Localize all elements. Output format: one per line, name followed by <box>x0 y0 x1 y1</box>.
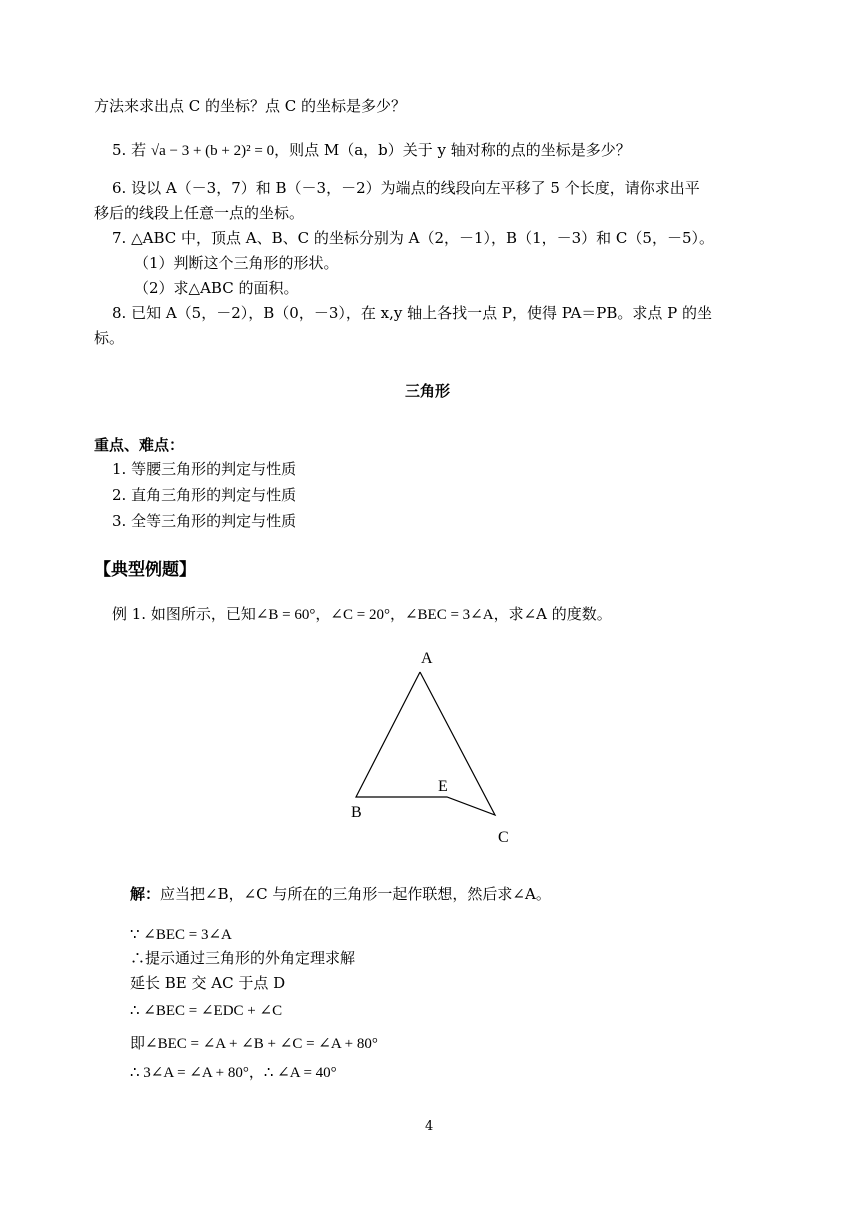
given-angle-bec: ∠BEC = 3∠A <box>404 607 494 623</box>
given-angle-c: ∠C = 20° <box>330 607 390 623</box>
given-angle-b: ∠B = 60° <box>255 607 316 623</box>
problem-8-line2: 标。 <box>94 329 125 347</box>
separator: ， <box>389 605 405 623</box>
problem-6-line2: 移后的线段上任意一点的坐标。 <box>94 204 305 222</box>
triangle-outline <box>356 672 495 815</box>
problem-5-equation: √a − 3 + (b + 2)² = 0 <box>150 143 275 159</box>
vertex-label-c: C <box>498 829 509 846</box>
vertex-label-b: B <box>351 804 362 821</box>
section-title: 三角形 <box>405 382 451 400</box>
example-1-statement <box>112 604 612 625</box>
solution-intro <box>130 884 551 904</box>
examples-heading: 【典型例题】 <box>94 560 196 580</box>
vertex-label-e: E <box>438 778 448 795</box>
example-1-intro: 例 1. 如图所示，已知 <box>112 605 256 623</box>
problem-5-question: ，则点 M（a，b）关于 y 轴对称的点的坐标是多少？ <box>274 141 631 159</box>
problem-8-line1: 8. 已知 A（5，－2），B（0，－3），在 x,y 轴上各找一点 P，使得 PA＝PB。求点 P 的坐 <box>112 304 713 322</box>
problem-5 <box>112 140 631 161</box>
problem-5-number: 5. 若 <box>112 141 147 159</box>
key-point-item: 2. 直角三角形的判定与性质 <box>112 486 297 504</box>
separator: ， <box>315 605 331 623</box>
solution-step: ∴提示通过三角形的外角定理求解 <box>130 949 356 967</box>
solution-step: 即∠BEC = ∠A + ∠B + ∠C = ∠A + 80° <box>130 1036 378 1052</box>
example-1-question: ，求∠A 的度数。 <box>493 605 612 623</box>
solution-step: ∴ 3∠A = ∠A + 80°，∴ ∠A = 40° <box>130 1065 337 1081</box>
key-point-item: 3. 全等三角形的判定与性质 <box>112 512 297 530</box>
solution-step: 延长 BE 交 AC 于点 D <box>130 974 286 992</box>
problem-4-continuation: 方法来求出点 C 的坐标？点 C 的坐标是多少？ <box>94 97 407 115</box>
page-number: 4 <box>425 1119 434 1134</box>
solution-line1: 应当把∠B，∠C 与所在的三角形一起作联想，然后求∠A。 <box>160 885 551 903</box>
vertex-label-a: A <box>421 650 433 667</box>
solution-label: 解： <box>130 885 161 903</box>
problem-7-line1: 7. △ABC 中，顶点 A、B、C 的坐标分别为 A（2，－1），B（1，－3）和 C（5，－5）。 <box>112 229 714 247</box>
key-points-label: 重点、难点： <box>94 436 185 454</box>
key-point-item: 1. 等腰三角形的判定与性质 <box>112 460 297 478</box>
problem-6-line1: 6. 设以 A（－3，7）和 B（－3，－2）为端点的线段向左平移了 5 个长度，请你求出平 <box>112 179 700 197</box>
solution-step: ∴ ∠BEC = ∠EDC + ∠C <box>130 1003 283 1019</box>
solution-step: ∵ ∠BEC = 3∠A <box>130 927 232 943</box>
problem-7-subquestion-2: （2）求△ABC 的面积。 <box>134 279 299 297</box>
problem-7-subquestion-1: （1）判断这个三角形的形状。 <box>134 254 339 272</box>
triangle-figure <box>340 640 540 850</box>
